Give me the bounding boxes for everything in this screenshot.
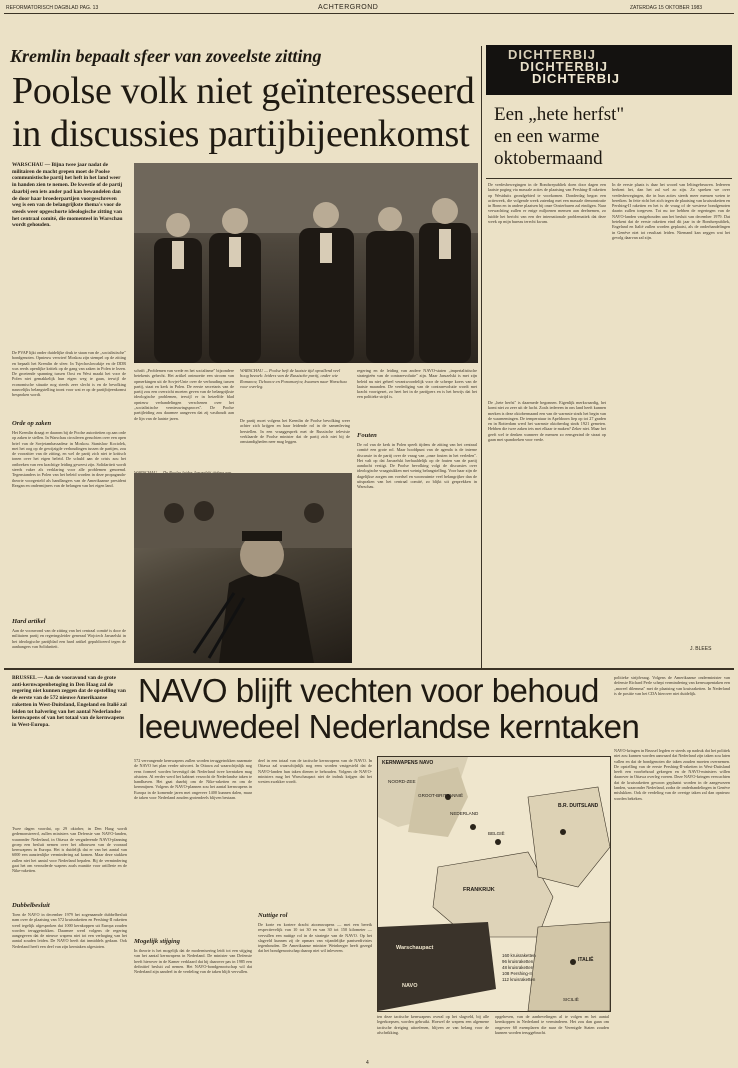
dichterbij-logo-box xyxy=(486,45,732,95)
map-legend-item: 112 kruisraketten xyxy=(502,977,536,982)
map-country-label: FRANKRIJK xyxy=(463,887,495,893)
body-text: De korte en kortere dracht atoomwapens — met een bereik respectievelijk van 10 tot 30 en van 30 tot 150 kilometer — vervullen een nuttige rol in de strategie van de NAVO. Op het slagveld kunnen zij de opmars van vijandelijke pantserdivisies tegenhouden. De Amerikaanse minister Weinberger heeft gezegd dat het bondgenootschap daarop niet wil inleveren. xyxy=(258,922,374,954)
map-country-label: GROOT-BRITTANNIË xyxy=(418,793,464,798)
body-text: ten deze tactische kernwapens overal op het slagveld, bij alle legerkorpsen, worden gebruikt. Hoewel de wapens een algemene tactische dreiging uitoefenen, blijven ze van belang voor de afschrikking. xyxy=(377,1014,491,1035)
body-text: Aan de vooravond van de zitting van het centraal comité is door de militairen partij en regeringsleider generaal Wojciech Jaruzelski in het ideologische partijblad een hard artikel gepubliceerd tegen de aanhangers van Solidariteit. xyxy=(12,628,128,649)
body-text: opgeheven, van de aanbevelingen al te volgen en het aantal kernkoppen in Nederland te verminderen. Het zou dan gaan om ongeveer 60 exemplaren die naar de Verenigde Staten zouden kunnen worden teruggebracht. xyxy=(495,1014,611,1035)
issue-date: ZATERDAG 15 OKTOBER 1983 xyxy=(630,5,703,11)
body-text: deel in een totaal van de tactische kernwapens van de NAVO. In Ottawa zal waarschijnlijk nog eens worden vastgesteld dat de NAVO-landen hun taken dienen te behouden. Volgens de NAVO-ministers mag het Warschaupact niet de indruk krijgen dat het westen zwakker wordt. xyxy=(258,758,374,785)
map-country-label: BELGIË xyxy=(488,831,505,836)
nato-map-image xyxy=(378,757,610,1011)
body-text: Twee dagen voordat, op 29 oktober, in Den Haag wordt gedemonstreerd, zullen ministers van Defensie van NAVO-landen, waaronder Nederland, in Ottawa de vergaderende NAVO-planning groep een besluit nemen over het afbouwen van de vooraad kernwapens in Europa. Het is duidelijk dat er van het aantal van 6000 een aanzienlijke vermindering zal komen. Maar deze stukken zullen niet het aantal voor Nederland bepalen. Bij de vermindering gaat het om verouderde wapens zoals munitie voor artillerie en de Nike-raketten. xyxy=(12,826,129,874)
nato-lead: BRUSSEL — Aan de vooravond van de grote anti-kernwapenbetoging in Den Haag zal de regering niet kunnen zeggen dat de opstelling van de eerste van de 572 nieuwe Amerikaanse raketten in West-Duitsland, Engeland en Italië zal leiden tot halvering van het aantal Nederlandse kernwapens of van het totaal van de kernwapens in West-Europa. xyxy=(12,675,127,728)
body-text: De vredesbewegingen in de Bondsrepubliek doen door dagen een laatste poging via massale acties de plaatsing van Pershing-II raketten op Westduits grondgebied te voorkomen. Donderdag begon een actieweek, die volgende week zaterdag met een massale demonstratie in Bonn en in andere plaatsen bij onze Oosterburen zal eindigen. Naar verwachting zullen er enige miljoenen mensen aan deelnemen, zo luidde het bericht van een der internationale problematiek dat deze week op mijn bureau terecht kwam. xyxy=(488,182,608,225)
body-text: In theorie is het mogelijk dat de modernisering leidt tot een stijging van het aantal kernwapens in Nederland. De minister van Defensie heeft hierover in de Kamer verklaard dat hij daarover pas in 1985 een definitief besluit zal nemen. Het NAVO-bondgenootschap wil dat Nederland zijn aandeel in de verdeling van de taken blijft vervullen. xyxy=(134,948,254,975)
map-country-label: ITALIË xyxy=(578,957,594,963)
weather-headline-2: en een warme xyxy=(494,126,600,147)
body-text: NAVO-kringen in Brussel legden er steeds op nadruk dat het politiek niet zou kunnen worden aanvaard dat Nederland zijn taken zou laten vallen en dat de bondgenoten die taken zouden moeten overnemen. De opstelling van de eerste Pershing-II-raketten in West-Duitsland heeft een voorbehoud gekregen en de NAVO-ministers willen daarover in Ottawa overleg voeren. Deze NAVO-kringen verwachten dat de kruisraketten gewoon geplaatst worden in de aangewezen landen, waaronder Nederland, zodra de onderhandelingen in Genève mislukken. Ook de verdeling van de overige taken zal dan opnieuw worden bekeken. xyxy=(614,748,732,801)
body-text: De „hete herfst" is daarmede begonnen. Eigenlijk merkwaardig, het komt niet zo zeer uit de lucht. Zoals iedereen in ons land heeft kunnen merken is deze oktobermaand een van de warmste sinds het begin van de waarnemingen. De temperatuur in Apeldoorn liep op tot 27 graden en in Rotterdam werd het warmste oktoberdag sinds 1921 gemeten. Hebben die twee zaken iets met elkaar te maken? Zeker niet. Maar het geeft wel te denken wanneer de mensen zo eensgezind de straat op gaan met spandoeken voor vrede. xyxy=(488,400,608,443)
dichterbij-logo: DICHTERBIJ xyxy=(520,59,609,74)
map-legend-item: 160 kruisraketten xyxy=(502,953,536,958)
body-text: 572 vervangende kernwapens zullen worden teruggetrokken naarmate de NAVO het plan verder uitvoert. In Ottawa zal waarschijnlijk nog eens formeel worden bevestigd dat Nederland twee kerntaken mag afstoten. Al eerder werd het kabinet verzocht de Nederlandse taken te handhaven. Het gaat daarbij om de Nike-raketten en om de kernmijnen. Volgens de NAVO-plannen zou het aantal kernwapens in Europa in de komende jaren met ongeveer 1400 kunnen dalen, maar de taken voor Nederland zouden grotendeels blijven bestaan. xyxy=(134,758,254,801)
header-rule xyxy=(4,13,734,14)
photo-officials-image xyxy=(134,163,478,363)
subheading: Fouten xyxy=(357,432,377,439)
body-text: De partij moet volgens het Kremlin de Poolse bevolking weer achter zich krijgen en haar leidende rol in de samenleving herstellen. In een vraaggesprek met de Russische televisie verklaarde de Poolse minister dat de partij zich niet bij de omstandigheden neer mag leggen. xyxy=(240,418,352,445)
body-text: Het Kremlin draagt er daarom bij de Poolse autoriteiten op aan orde op zaken te stellen. In Warschau circuleren geruchten over een open brief van de Sovjetambassadeur in Moskou. Stanislaw Kociolek, met het oog op de gewijzigde verhoudingen tussen de partijen, zou de voorzitter van de zitting, en wel de partij zich niet te kritisch tonen over het eigen beleid. De schuld aan de crisis zou het ontbreken van een krachtige leiding geweest zijn. Solidariteit wordt steeds vaker als verklaring voor alle problemen genoemd. Tegenstanders in Polen van het beleid worden in deze propaganda-theorie voorgesteld als handlangers van de Amerikaanse president Reagan en ondermijners van de belangen van het eigen land. xyxy=(12,430,128,488)
weather-headline-3: oktobermaand xyxy=(494,148,603,169)
dichterbij-logo: DICHTERBIJ xyxy=(532,71,621,86)
map-country-label: SICILIË xyxy=(563,997,579,1002)
subheading: Orde op zaken xyxy=(12,420,52,427)
map-country-label: NEDERLAND xyxy=(450,811,479,816)
headline-line-2: in discussies partijbijeenkomst xyxy=(12,113,470,155)
nato-map xyxy=(377,756,611,1012)
photo-jaruzelski-image xyxy=(134,473,352,663)
newspaper-name: REFORMATORISCH DAGBLAD PAG. 13 xyxy=(6,5,99,11)
body-text: De PVAP lijkt onder duidelijke druk te staan van de „socialistische" bondgenoten. Opnieuw verwierf Moskou zijn stempel op de zitting en bepaalt het Kremlin de sfeer. In Tsjechoslowakije en de DDR was reeds openlijke kritiek op de gang van zaken in Polen te lezen. De groeiende spanning tussen Oost en West maakt het voor de Polen niet gemakkelijk hun eigen weg te gaan, terwijl de economische situatie nog steeds zeer slecht is en de bevolking nauwelijks belangstelling toont voor wat er op de partijbijeenkomst besproken wordt. xyxy=(12,350,128,398)
section-rule xyxy=(4,668,734,670)
body-text: schrift „Problemen van vrede en het socialisme" bijzondere betekenis gehecht. Het artikel ontmoette een stroom van opmerkingen uit de Sovjet-Unie over de verhouding tussen partij, staat en kerk in Polen. De eerste secretaris van de partij zou een overzicht moeten geven van de belangrijkste ideologische problemen, terwijl er in hetzelfde blad opnieuw verhandelingen verschenen over het „socialistische vernieuwingsproces". De Poolse partijleiding zou daarmee aangeven dat zij vasthoudt aan de lijn van de laatste jaren. xyxy=(134,368,236,421)
byline: J. BLEES xyxy=(690,646,712,652)
map-legend-item: 96 kruisraketten xyxy=(502,959,534,964)
map-pact-label: Warschaupact xyxy=(396,945,434,951)
photo-jaruzelski xyxy=(134,473,352,663)
subheading: Hard artikel xyxy=(12,618,46,625)
kicker: Kremlin bepaalt sfeer van zoveelste zitting xyxy=(10,46,322,66)
headline-line-1: Poolse volk niet geïnteresseerd xyxy=(12,70,475,112)
dichterbij-logo: DICHTERBIJ xyxy=(508,47,597,62)
weather-rule xyxy=(486,178,732,179)
weather-headline-1: Een „hete herfst" xyxy=(494,104,625,125)
map-legend xyxy=(502,953,536,983)
subheading: Dubbelbesluit xyxy=(12,902,50,909)
nato-headline-2: leeuwedeel Nederlandse kerntaken xyxy=(138,708,640,745)
page-marker: 4 xyxy=(366,1060,369,1066)
lead-paragraph: WARSCHAU — Bijna twee jaar nadat de militairen de macht grepen moet de Poolse communistische partij het heft in het land weer in handen zien te nemen. De kwestie of de partij daarbij een iets ander pad kan bewandelen dan de door haar broederpartijen voorgeschreven weg is een van de belangrijkste thema's voor de steeds weer opgeschorte ideologische zitting van het centraal comité, die momenteel in Warschau wordt gehouden. xyxy=(12,162,123,229)
body-text: regering en de leiding van andere NAVO-staten „imperialistische strategieën van de contrarevolutie" zijn. Maar Jaruzelski is met zijn beleid nu niet geheel verantwoordelijk voor de scherpe koers van de laatste maanden. De verdediging van de contrarevolutie wordt met kracht voortgezet, zo heet het in de partijpers en is het bewijs dat het een politieke strijd is. xyxy=(357,368,479,400)
map-navo-label: NAVO xyxy=(402,983,418,989)
photo-officials xyxy=(134,163,478,363)
subheading: Mogelijk stijging xyxy=(134,938,180,945)
map-country-label: NOORD-ZEE xyxy=(388,779,416,784)
map-legend-item: 48 kruisraketten xyxy=(502,965,534,970)
photo-caption: WARSCHAU — Poolse heft de laatste tijd opvallend veel hoog bezoek: leiders van de Russische partij, onder wie Romanov, Tichonov en Ponomarjov, kwamen naar Warschau voor overleg. xyxy=(240,368,347,390)
map-legend-item: 108 Pershing-II xyxy=(502,971,532,976)
map-country-label: B.R. DUITSLAND xyxy=(558,803,599,809)
map-title: KERNWAPENS NAVO xyxy=(382,760,434,766)
column-rule xyxy=(481,46,482,668)
body-text: Toen de NAVO in december 1979 het zogenaamde dubbelbesluit nam over de plaatsing van 572 kruisraketten en Pershing-II raketten werd tegelijk afgesproken dat 1000 kernkoppen uit Europa zouden worden teruggetrokken. Daarmee werd volgens de regering aangegeven dat de nieuwe wapens niet tot een verhoging van het aantal zouden leiden. De NAVO heeft dat inmiddels gedaan. Ook Nederland heeft een deel van zijn kerntaken afgestoten. xyxy=(12,912,129,949)
section-name: ACHTERGROND xyxy=(318,4,379,11)
body-text: De rol van de kerk in Polen speelt tijdens de zitting van het centraal comité een grote rol. Maar hoofdpunt van de agenda is de interne discussie in de partij over de vraag van „onze fouten in het verleden". Het valt op dat Jaruzelski herhaaldelijk op de fouten van de partij aandacht vestigt. De Poolse bevolking volgt de discussies over ideologische vraagstukken met weinig belangstelling. Voor haar zijn de dagelijkse zorgen om voedsel en woonruimte veel belangrijker dan de uitspraken van het centraal comité, zo blijkt uit gesprekken in Warschau. xyxy=(357,442,479,490)
body-text: In de eerste plaats is daar het woord van Ieltingebeuwen. Iedereen herkent het, dan het zal wel zo zijn. Zo spreken we over vredesbewegingen, die in hun acties steeds meer mensen weten te bereiken. In feite richt het zich tegen de plaatsing van kruisraketten en Pershing-II raketten en het is de vraag of de westerse bondgenoten daarin zullen toegeven. Tot nu toe hebben de regeringen van de NAVO-landen vastgehouden aan het besluit van december 1979. Dat betekent dat de eerste raketten eind dit jaar in de Bondsrepubliek, Engeland en Italië zullen worden geplaatst, als de onderhandelingen in Genève niet tot resultaat leiden. Niemand kan zeggen wat het gevolg daarvan zal zijn. xyxy=(612,182,732,240)
subheading: Nuttige rol xyxy=(258,912,288,919)
body-text: politieke strijdvraag. Volgens de Amerikaanse onderminister van defensie Richard Perle schept vermindering van kernwapentaken een „moreel dilemma" met de plaatsing van kruisraketten. In Nederland is de positie van het CDA hierover niet duidelijk. xyxy=(614,675,732,696)
nato-headline-1: NAVO blijft vechten voor behoud xyxy=(138,672,599,709)
